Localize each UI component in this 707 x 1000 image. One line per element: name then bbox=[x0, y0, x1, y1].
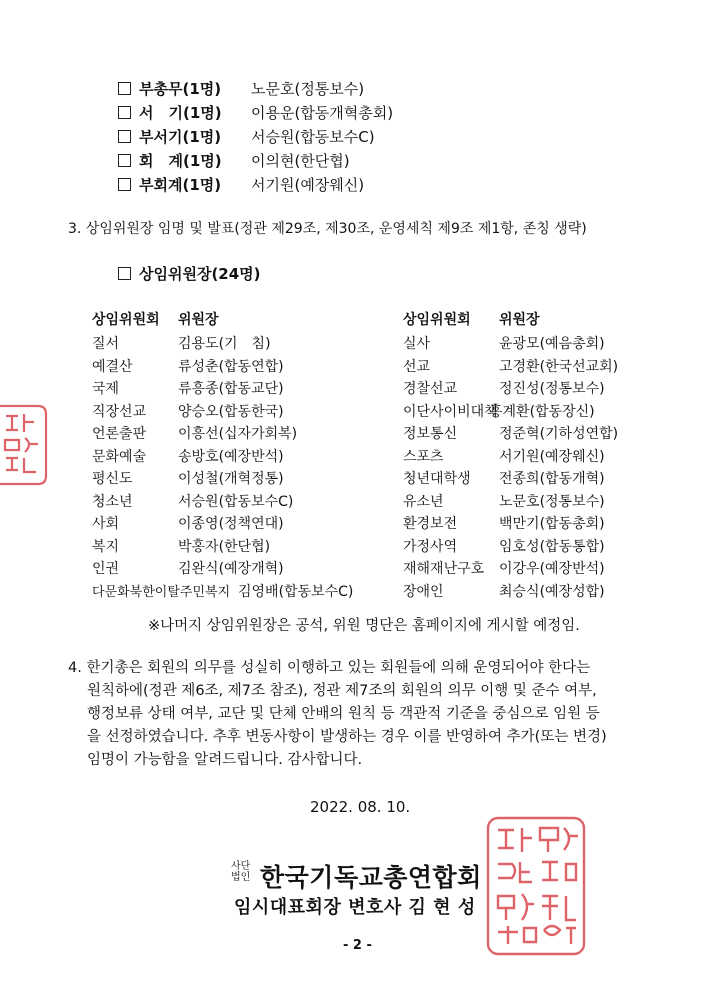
org-type-line: 사단 bbox=[231, 861, 251, 872]
partial-seal-stamp bbox=[0, 400, 50, 490]
committee-name: 가정사역 bbox=[403, 538, 458, 555]
chair-name: 백만기(합동총회) bbox=[499, 516, 605, 532]
committee-name: 청년대학생 bbox=[403, 471, 471, 487]
officer-name: 서기원(예장웨신) bbox=[251, 176, 365, 194]
officer-row bbox=[118, 174, 364, 195]
officer-row bbox=[118, 78, 364, 99]
note-text: ※나머지 상임위원장은 공석, 위원 명단은 홈페이지에 게시할 예정임. bbox=[148, 618, 580, 634]
chair-name: 이강우(예장반석) bbox=[499, 561, 605, 577]
org-type-line: 법인 bbox=[231, 872, 251, 883]
chair-name: 노문호(정통보수) bbox=[499, 493, 605, 510]
chair-name: 김완식(예장개혁) bbox=[178, 561, 284, 577]
officer-row bbox=[118, 102, 393, 123]
committee-name: 유소년 bbox=[403, 493, 444, 510]
checkbox-icon bbox=[118, 154, 131, 167]
subheading-text: 상임위원장(24명) bbox=[139, 265, 261, 283]
committee-name: 장애인 bbox=[403, 583, 444, 600]
committee-name: 정보통신 bbox=[403, 426, 458, 442]
checkbox-icon bbox=[118, 267, 131, 280]
paragraph-line: 원칙하에(정관 제6조, 제7조 참조), 정관 제7조의 회원의 의무 이행 및 준수 여부, bbox=[87, 683, 597, 699]
chair-name: 김영배(합동보수C) bbox=[238, 583, 354, 600]
committee-name: 환경보전 bbox=[403, 516, 458, 532]
committee-name: 재해재난구호 bbox=[403, 561, 485, 577]
officer-role: 부총무(1명) bbox=[139, 80, 222, 98]
section-4-paragraph bbox=[68, 657, 648, 772]
header-committee: 상임위원회 bbox=[92, 312, 160, 328]
section-3-heading: 3. 상임위원장 임명 및 발표(정관 제29조, 제30조, 운영세칙 제9조 제1항, 존칭 생략) bbox=[68, 221, 587, 237]
chair-name: 전종희(합동개혁) bbox=[499, 471, 605, 487]
chair-name: 류흥종(합동교단) bbox=[178, 381, 284, 397]
document-date: 2022. 08. 10. bbox=[310, 798, 411, 816]
chair-name: 이성철(개혁정통) bbox=[178, 471, 284, 487]
chair-name: 이종영(정책연대) bbox=[178, 516, 284, 532]
corporate-seal-stamp bbox=[484, 814, 588, 958]
header-chair: 위원장 bbox=[499, 312, 540, 328]
chair-name: 서승원(합동보수C) bbox=[178, 493, 294, 510]
paragraph-line: 행정보류 상태 여부, 교단 및 단체 안배의 원칙 등 객관적 기준을 중심으로 임원 등 bbox=[87, 706, 600, 722]
officer-name: 이의현(한단협) bbox=[251, 152, 350, 170]
officer-role: 부서기(1명) bbox=[139, 128, 222, 146]
chair-name: 서기원(예장웨신) bbox=[499, 448, 605, 465]
officer-role: 서 기(1명) bbox=[139, 104, 222, 122]
officer-row bbox=[118, 150, 350, 171]
committee-name: 스포츠 bbox=[403, 448, 444, 465]
officer-name: 노문호(정통보수) bbox=[251, 80, 365, 98]
committee-name: 이단사이비대책 bbox=[403, 403, 498, 420]
committee-name: 질서 bbox=[92, 336, 120, 352]
paragraph-line: 4. 한기총은 회원의 의무를 성실히 이행하고 있는 회원들에 의해 운영되어야 한다는 bbox=[68, 660, 591, 676]
paragraph-line: 을 선정하였습니다. 추후 변동사항이 발생하는 경우 이를 반영하여 추가(또는 변경) bbox=[87, 729, 607, 745]
representative-name: 임시대표회장 변호사 김 현 성 bbox=[234, 897, 476, 918]
chair-name: 류성춘(합동연합) bbox=[178, 358, 284, 375]
checkbox-icon bbox=[118, 130, 131, 143]
chair-name: 양승오(합동한국) bbox=[178, 403, 284, 420]
chair-name: 정진성(정통보수) bbox=[499, 381, 605, 397]
committee-name: 실사 bbox=[403, 336, 431, 352]
chair-name: 박홍자(한단협) bbox=[178, 538, 271, 555]
committee-name: 인권 bbox=[92, 561, 120, 577]
committee-name: 다문화북한이탈주민복지 bbox=[92, 584, 231, 600]
page-number: - 2 - bbox=[343, 938, 372, 953]
committee-name: 평신도 bbox=[92, 471, 133, 487]
committee-name: 사회 bbox=[92, 516, 120, 532]
chair-name: 김용도(기 침) bbox=[178, 336, 271, 352]
committee-name: 청소년 bbox=[92, 493, 133, 510]
chair-name: 윤광모(예음총회) bbox=[499, 336, 605, 352]
org-type-label bbox=[231, 861, 250, 883]
chair-name: 최승식(예장성합) bbox=[499, 583, 605, 600]
committee-name: 직장선교 bbox=[92, 403, 147, 420]
org-name: 한국기독교총연합회 bbox=[260, 863, 482, 892]
chair-name: 정준혁(기하성연합) bbox=[499, 426, 619, 442]
officer-name: 서승원(합동보수C) bbox=[251, 128, 375, 146]
chair-name: 송방호(예장반석) bbox=[178, 448, 284, 465]
committee-name: 예결산 bbox=[92, 358, 133, 375]
checkbox-icon bbox=[118, 178, 131, 191]
committee-table-right bbox=[403, 309, 683, 600]
officer-name: 이용운(합동개혁총회) bbox=[251, 104, 394, 122]
officer-row bbox=[118, 126, 375, 147]
committee-name: 복지 bbox=[92, 538, 120, 555]
committee-name: 문화예술 bbox=[92, 448, 147, 465]
chair-name: 고경환(한국선교회) bbox=[499, 358, 619, 375]
committee-name: 국제 bbox=[92, 381, 120, 397]
checkbox-icon bbox=[118, 82, 131, 95]
section-3-subheading bbox=[118, 263, 261, 284]
checkbox-icon bbox=[118, 106, 131, 119]
header-committee: 상임위원회 bbox=[403, 312, 471, 328]
committee-name: 선교 bbox=[403, 358, 431, 375]
chair-name: 임호성(합동통합) bbox=[499, 538, 605, 555]
chair-name: 홍계환(합동장신) bbox=[489, 403, 595, 420]
paragraph-line: 임명이 가능함을 알려드립니다. 감사합니다. bbox=[87, 752, 363, 768]
chair-name: 이흥선(십자가회복) bbox=[178, 426, 298, 442]
header-chair: 위원장 bbox=[178, 312, 219, 328]
committee-name: 경찰선교 bbox=[403, 381, 458, 397]
committee-name: 언론출판 bbox=[92, 426, 147, 442]
officer-role: 부회계(1명) bbox=[139, 176, 222, 194]
committee-table-left bbox=[92, 309, 372, 600]
officer-role: 회 계(1명) bbox=[139, 152, 222, 170]
